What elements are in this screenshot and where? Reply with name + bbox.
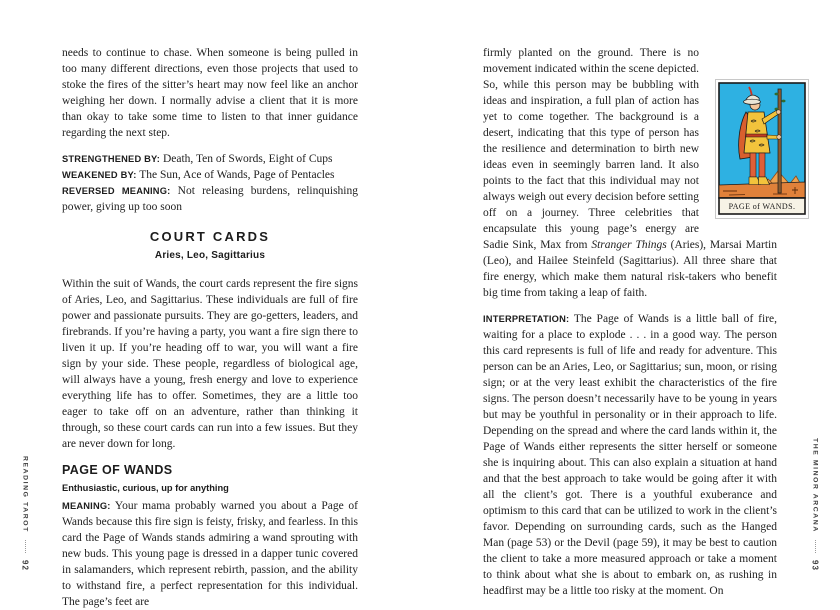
section-subheading: Aries, Leo, Sagittarius	[154, 250, 266, 261]
page-of-wands-heading: PAGE OF WANDS	[62, 463, 173, 477]
interpretation-text: The Page of Wands is a little ball of fire, waiting for a place to explode . . . in a good way. The person this card represents is full of life and ready for adventure. This person can be an Aries, Leo, or Sagittarius; sun, moon, or rising sign; or at the very least exhibit the characteristics of the fire signs. The person doesn’t necessarily have to be young in years but may be youthful in personality or in their approach to life. Depending on the spread and where the card lands within it, the Page of Wands either represents the sitter herself or someone she is inquiring about. This can also explain a situation at hand and that the best approach to take would be going after it with all the client’s got. There is a youthful exuberance and optimism to this card that can be utilized to work in the client’s favor. Depending on surrounding cards, such as the Hanged Man (page 53) or the Devil (page 59), it may be best to caution the client to take a more measured approach or take a moment to think about what she is about to embark on, as rushing in headfirst may be a little too risky at the moment. On	[483, 313, 777, 597]
hat-brim	[744, 99, 761, 104]
page-of-wands-keywords: Enthusiastic, curious, up for anything	[62, 483, 229, 493]
strengthened-by-line	[62, 151, 358, 167]
page-of-wands-card	[715, 79, 809, 224]
continuation-text-after: (Aries), Marsai Martin (Leo), and Hailee Steinfeld (Sagittarius). All three share that fire energy, which make them natural risk-takers who benefit big time from taking a leap of faith.	[483, 239, 777, 299]
reversed-meaning-label: REVERSED MEANING:	[62, 186, 171, 196]
interpretation-label: INTERPRETATION:	[483, 314, 570, 324]
left-rail-divider	[25, 540, 26, 553]
page-leg	[750, 153, 756, 177]
wand-bud	[775, 93, 779, 96]
right-margin-rail	[807, 438, 823, 571]
continuation-text-before: firmly planted on the ground. There is no movement indicated within the scene depicted. So, while this person may be bubbling with ideas and inspiration, a full plan of action has yet to come together. The background is a desert, indicating that this type of person has the resilience and determination to birth new ideas even in seemingly barren land. It also points to the fact that this individual may not always weigh out every decision before setting off on a journey. Three celebrities that encapsulate this young page’s energy are Sadie Sink, Max from	[483, 47, 699, 251]
right-rail-divider	[815, 540, 816, 553]
left-page-number: 92	[20, 560, 30, 571]
page-of-wands-illustration	[715, 79, 809, 219]
weakened-by-value: The Sun, Ace of Wands, Page of Pentacles	[136, 169, 335, 181]
ground-shadow-mark	[729, 195, 745, 196]
continuation-italic-title: Stranger Things	[591, 239, 667, 251]
meaning-text: Your mama probably warned you about a Page of Wands because this fire sign is feisty, frisky, and fearless. In this card the Page of Wands stands admiring a wand sprouting with new buds. This young page is dressed in a dapper tunic covered in salamanders, which represent rebirth, passion, and the ability to withstand fire, a perfect representation for this individual. The page’s feet are	[62, 500, 358, 608]
page-leg	[759, 153, 765, 177]
strengthened-by-label: STRENGTHENED BY:	[62, 154, 161, 164]
strengthened-by-value: Death, Ten of Swords, Eight of Cups	[160, 153, 333, 165]
left-running-head: READING TAROT	[21, 456, 29, 534]
weakened-by-line	[62, 167, 358, 183]
interpretation-paragraph	[483, 311, 777, 599]
page-lower-hand	[777, 135, 781, 139]
left-page	[62, 45, 358, 610]
reversed-meaning-value: Not releasing burdens, relinquishing power, giving up too soon	[62, 185, 358, 213]
intro-paragraph: needs to continue to chase. When someone is being pulled in too many different directions, even those projects that used to stoke the fires of the sitter’s heart may now feel like an anchor weighing her down. I normally advise a client that it is more than okay to take some time to listen to that inner guidance regarding the next step.	[62, 47, 358, 139]
reversed-meaning-line	[62, 183, 358, 215]
right-page-number: 93	[810, 560, 820, 571]
right-running-head: THE MINOR ARCANA	[811, 438, 819, 534]
page-upper-hand	[776, 110, 780, 114]
wand-bud	[782, 100, 786, 103]
weakened-by-label: WEAKENED BY:	[62, 170, 137, 180]
page-lower-arm	[767, 135, 778, 139]
section-heading: COURT CARDS	[149, 229, 271, 244]
left-margin-rail	[17, 456, 33, 571]
meaning-label: MEANING:	[62, 501, 111, 511]
page-belt	[746, 134, 767, 137]
meaning-paragraph	[62, 498, 358, 610]
wand-staff	[778, 89, 781, 193]
correspondence-list	[62, 151, 358, 215]
court-cards-paragraph: Within the suit of Wands, the court cards represent the fire signs of Aries, Leo, and Sagittarius. These individuals are full of fire power and passionate pursuits. They are go-getters, leaders, and firebrands. If you’re having a party, you want a fire sign there to liven it up. If you’re heading off to war, you will want a fire sign by your side. These people, regardless of biological age, will always have a young, fresh energy and love to experience everything life has to offer. Sometimes, they are a little too eager to take off on an adventure, rather than thinking it through, so these court cards can run into a few issues. But they are never down for long.	[62, 278, 358, 450]
continuation-paragraph	[483, 45, 796, 301]
right-page	[483, 45, 796, 599]
card-title-label: PAGE of WANDS.	[728, 202, 796, 211]
